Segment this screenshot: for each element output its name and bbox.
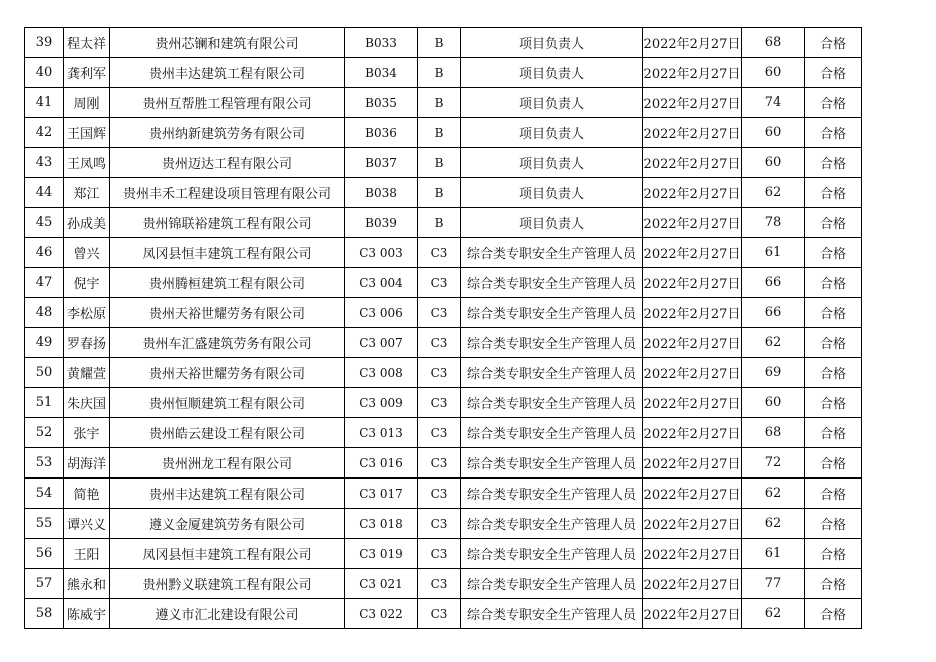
company-cell: 遵义金厦建筑劳务有限公司 bbox=[110, 509, 345, 539]
exam-date-cell: 2022年2月27日 bbox=[643, 178, 742, 208]
table-row bbox=[25, 358, 862, 388]
result-cell: 合格 bbox=[805, 88, 862, 118]
result-cell: 合格 bbox=[805, 328, 862, 358]
score-cell: 78 bbox=[742, 208, 805, 238]
exam-code-cell: C3 018 bbox=[345, 509, 418, 539]
score-cell: 72 bbox=[742, 448, 805, 479]
result-cell: 合格 bbox=[805, 448, 862, 479]
position-cell: 综合类专职安全生产管理人员 bbox=[461, 599, 643, 629]
name-cell: 倪宇 bbox=[64, 268, 110, 298]
position-cell: 综合类专职安全生产管理人员 bbox=[461, 238, 643, 268]
exam-code-cell: C3 009 bbox=[345, 388, 418, 418]
exam-code-cell: B033 bbox=[345, 28, 418, 58]
company-cell: 贵州洲龙工程有限公司 bbox=[110, 448, 345, 479]
result-cell: 合格 bbox=[805, 208, 862, 238]
name-cell: 简艳 bbox=[64, 478, 110, 509]
score-cell: 69 bbox=[742, 358, 805, 388]
company-cell: 贵州皓云建设工程有限公司 bbox=[110, 418, 345, 448]
exam-code-cell: C3 021 bbox=[345, 569, 418, 599]
name-cell: 王阳 bbox=[64, 539, 110, 569]
company-cell: 凤冈县恒丰建筑工程有限公司 bbox=[110, 539, 345, 569]
score-cell: 62 bbox=[742, 509, 805, 539]
table-row bbox=[25, 569, 862, 599]
position-cell: 综合类专职安全生产管理人员 bbox=[461, 388, 643, 418]
name-cell: 周刚 bbox=[64, 88, 110, 118]
position-cell: 综合类专职安全生产管理人员 bbox=[461, 539, 643, 569]
company-cell: 贵州丰达建筑工程有限公司 bbox=[110, 478, 345, 509]
exam-date-cell: 2022年2月27日 bbox=[643, 448, 742, 479]
table-row bbox=[25, 238, 862, 268]
company-cell: 凤冈县恒丰建筑工程有限公司 bbox=[110, 238, 345, 268]
position-cell: 项目负责人 bbox=[461, 148, 643, 178]
exam-code-cell: C3 013 bbox=[345, 418, 418, 448]
category-cell: C3 bbox=[418, 298, 461, 328]
exam-code-cell: C3 004 bbox=[345, 268, 418, 298]
exam-date-cell: 2022年2月27日 bbox=[643, 148, 742, 178]
result-cell: 合格 bbox=[805, 478, 862, 509]
company-cell: 贵州天裕世耀劳务有限公司 bbox=[110, 298, 345, 328]
result-cell: 合格 bbox=[805, 118, 862, 148]
name-cell: 罗春扬 bbox=[64, 328, 110, 358]
row-number-cell: 45 bbox=[25, 208, 64, 238]
category-cell: C3 bbox=[418, 478, 461, 509]
row-number-cell: 52 bbox=[25, 418, 64, 448]
exam-code-cell: B035 bbox=[345, 88, 418, 118]
table-row bbox=[25, 539, 862, 569]
result-cell: 合格 bbox=[805, 268, 862, 298]
name-cell: 谭兴义 bbox=[64, 509, 110, 539]
result-cell: 合格 bbox=[805, 569, 862, 599]
row-number-cell: 46 bbox=[25, 238, 64, 268]
exam-code-cell: B037 bbox=[345, 148, 418, 178]
row-number-cell: 56 bbox=[25, 539, 64, 569]
row-number-cell: 58 bbox=[25, 599, 64, 629]
score-cell: 66 bbox=[742, 298, 805, 328]
company-cell: 贵州腾桓建筑工程有限公司 bbox=[110, 268, 345, 298]
exam-code-cell: C3 017 bbox=[345, 478, 418, 509]
category-cell: C3 bbox=[418, 448, 461, 479]
table-row bbox=[25, 88, 862, 118]
table-row bbox=[25, 148, 862, 178]
exam-date-cell: 2022年2月27日 bbox=[643, 118, 742, 148]
result-cell: 合格 bbox=[805, 178, 862, 208]
category-cell: B bbox=[418, 58, 461, 88]
row-number-cell: 42 bbox=[25, 118, 64, 148]
position-cell: 综合类专职安全生产管理人员 bbox=[461, 328, 643, 358]
exam-date-cell: 2022年2月27日 bbox=[643, 478, 742, 509]
category-cell: B bbox=[418, 148, 461, 178]
company-cell: 贵州天裕世耀劳务有限公司 bbox=[110, 358, 345, 388]
position-cell: 项目负责人 bbox=[461, 58, 643, 88]
result-cell: 合格 bbox=[805, 298, 862, 328]
score-cell: 61 bbox=[742, 539, 805, 569]
result-cell: 合格 bbox=[805, 388, 862, 418]
company-cell: 贵州芯镧和建筑有限公司 bbox=[110, 28, 345, 58]
result-cell: 合格 bbox=[805, 358, 862, 388]
row-number-cell: 43 bbox=[25, 148, 64, 178]
position-cell: 项目负责人 bbox=[461, 28, 643, 58]
exam-date-cell: 2022年2月27日 bbox=[643, 539, 742, 569]
row-number-cell: 39 bbox=[25, 28, 64, 58]
position-cell: 综合类专职安全生产管理人员 bbox=[461, 298, 643, 328]
score-cell: 62 bbox=[742, 599, 805, 629]
position-cell: 综合类专职安全生产管理人员 bbox=[461, 448, 643, 479]
category-cell: B bbox=[418, 118, 461, 148]
exam-code-cell: C3 016 bbox=[345, 448, 418, 479]
table-row bbox=[25, 418, 862, 448]
position-cell: 项目负责人 bbox=[461, 208, 643, 238]
name-cell: 曾兴 bbox=[64, 238, 110, 268]
name-cell: 郑江 bbox=[64, 178, 110, 208]
exam-date-cell: 2022年2月27日 bbox=[643, 418, 742, 448]
name-cell: 王凤鸣 bbox=[64, 148, 110, 178]
table-row bbox=[25, 298, 862, 328]
score-cell: 61 bbox=[742, 238, 805, 268]
position-cell: 项目负责人 bbox=[461, 88, 643, 118]
position-cell: 项目负责人 bbox=[461, 178, 643, 208]
table-row bbox=[25, 58, 862, 88]
result-cell: 合格 bbox=[805, 148, 862, 178]
exam-date-cell: 2022年2月27日 bbox=[643, 328, 742, 358]
table-row bbox=[25, 448, 862, 479]
company-cell: 遵义市汇北建设有限公司 bbox=[110, 599, 345, 629]
exam-date-cell: 2022年2月27日 bbox=[643, 88, 742, 118]
exam-code-cell: B038 bbox=[345, 178, 418, 208]
score-cell: 74 bbox=[742, 88, 805, 118]
result-cell: 合格 bbox=[805, 418, 862, 448]
company-cell: 贵州纳新建筑劳务有限公司 bbox=[110, 118, 345, 148]
category-cell: C3 bbox=[418, 328, 461, 358]
position-cell: 综合类专职安全生产管理人员 bbox=[461, 478, 643, 509]
score-cell: 68 bbox=[742, 28, 805, 58]
category-cell: C3 bbox=[418, 509, 461, 539]
table-row bbox=[25, 388, 862, 418]
result-cell: 合格 bbox=[805, 539, 862, 569]
exam-date-cell: 2022年2月27日 bbox=[643, 268, 742, 298]
exam-date-cell: 2022年2月27日 bbox=[643, 358, 742, 388]
score-cell: 60 bbox=[742, 148, 805, 178]
row-number-cell: 57 bbox=[25, 569, 64, 599]
score-cell: 60 bbox=[742, 388, 805, 418]
result-cell: 合格 bbox=[805, 58, 862, 88]
result-cell: 合格 bbox=[805, 238, 862, 268]
exam-code-cell: B036 bbox=[345, 118, 418, 148]
row-number-cell: 54 bbox=[25, 478, 64, 509]
position-cell: 综合类专职安全生产管理人员 bbox=[461, 569, 643, 599]
company-cell: 贵州恒顺建筑工程有限公司 bbox=[110, 388, 345, 418]
table-row bbox=[25, 268, 862, 298]
category-cell: C3 bbox=[418, 388, 461, 418]
score-cell: 60 bbox=[742, 58, 805, 88]
company-cell: 贵州车汇盛建筑劳务有限公司 bbox=[110, 328, 345, 358]
table-row bbox=[25, 178, 862, 208]
row-number-cell: 51 bbox=[25, 388, 64, 418]
name-cell: 熊永和 bbox=[64, 569, 110, 599]
exam-code-cell: C3 019 bbox=[345, 539, 418, 569]
name-cell: 张宇 bbox=[64, 418, 110, 448]
exam-date-cell: 2022年2月27日 bbox=[643, 569, 742, 599]
table-row bbox=[25, 28, 862, 58]
exam-code-cell: C3 008 bbox=[345, 358, 418, 388]
category-cell: B bbox=[418, 28, 461, 58]
table-row bbox=[25, 118, 862, 148]
category-cell: B bbox=[418, 88, 461, 118]
company-cell: 贵州迈达工程有限公司 bbox=[110, 148, 345, 178]
exam-code-cell: C3 022 bbox=[345, 599, 418, 629]
category-cell: C3 bbox=[418, 599, 461, 629]
table-row bbox=[25, 599, 862, 629]
exam-date-cell: 2022年2月27日 bbox=[643, 388, 742, 418]
company-cell: 贵州丰达建筑工程有限公司 bbox=[110, 58, 345, 88]
category-cell: C3 bbox=[418, 358, 461, 388]
score-cell: 62 bbox=[742, 178, 805, 208]
exam-code-cell: B039 bbox=[345, 208, 418, 238]
exam-date-cell: 2022年2月27日 bbox=[643, 208, 742, 238]
result-cell: 合格 bbox=[805, 599, 862, 629]
exam-code-cell: B034 bbox=[345, 58, 418, 88]
table-row bbox=[25, 328, 862, 358]
category-cell: C3 bbox=[418, 268, 461, 298]
name-cell: 胡海洋 bbox=[64, 448, 110, 479]
exam-date-cell: 2022年2月27日 bbox=[643, 58, 742, 88]
exam-date-cell: 2022年2月27日 bbox=[643, 509, 742, 539]
score-cell: 68 bbox=[742, 418, 805, 448]
row-number-cell: 50 bbox=[25, 358, 64, 388]
position-cell: 综合类专职安全生产管理人员 bbox=[461, 418, 643, 448]
result-cell: 合格 bbox=[805, 509, 862, 539]
name-cell: 李松原 bbox=[64, 298, 110, 328]
category-cell: C3 bbox=[418, 569, 461, 599]
row-number-cell: 44 bbox=[25, 178, 64, 208]
company-cell: 贵州锦联裕建筑工程有限公司 bbox=[110, 208, 345, 238]
exam-date-cell: 2022年2月27日 bbox=[643, 599, 742, 629]
position-cell: 综合类专职安全生产管理人员 bbox=[461, 358, 643, 388]
name-cell: 王国辉 bbox=[64, 118, 110, 148]
exam-code-cell: C3 003 bbox=[345, 238, 418, 268]
score-cell: 62 bbox=[742, 328, 805, 358]
category-cell: C3 bbox=[418, 418, 461, 448]
row-number-cell: 53 bbox=[25, 448, 64, 479]
score-cell: 77 bbox=[742, 569, 805, 599]
exam-code-cell: C3 006 bbox=[345, 298, 418, 328]
row-number-cell: 55 bbox=[25, 509, 64, 539]
table-row bbox=[25, 478, 862, 509]
table-body bbox=[25, 28, 862, 629]
company-cell: 贵州丰禾工程建设项目管理有限公司 bbox=[110, 178, 345, 208]
table-row bbox=[25, 509, 862, 539]
score-cell: 66 bbox=[742, 268, 805, 298]
name-cell: 龚利军 bbox=[64, 58, 110, 88]
category-cell: B bbox=[418, 208, 461, 238]
row-number-cell: 41 bbox=[25, 88, 64, 118]
category-cell: C3 bbox=[418, 539, 461, 569]
exam-date-cell: 2022年2月27日 bbox=[643, 28, 742, 58]
row-number-cell: 48 bbox=[25, 298, 64, 328]
exam-results-table bbox=[24, 27, 862, 629]
name-cell: 孙成美 bbox=[64, 208, 110, 238]
result-cell: 合格 bbox=[805, 28, 862, 58]
position-cell: 项目负责人 bbox=[461, 118, 643, 148]
category-cell: B bbox=[418, 178, 461, 208]
row-number-cell: 40 bbox=[25, 58, 64, 88]
table-row bbox=[25, 208, 862, 238]
exam-date-cell: 2022年2月27日 bbox=[643, 238, 742, 268]
row-number-cell: 47 bbox=[25, 268, 64, 298]
position-cell: 综合类专职安全生产管理人员 bbox=[461, 509, 643, 539]
company-cell: 贵州互帮胜工程管理有限公司 bbox=[110, 88, 345, 118]
position-cell: 综合类专职安全生产管理人员 bbox=[461, 268, 643, 298]
score-cell: 60 bbox=[742, 118, 805, 148]
company-cell: 贵州黔义联建筑工程有限公司 bbox=[110, 569, 345, 599]
score-cell: 62 bbox=[742, 478, 805, 509]
name-cell: 朱庆国 bbox=[64, 388, 110, 418]
name-cell: 陈威宇 bbox=[64, 599, 110, 629]
category-cell: C3 bbox=[418, 238, 461, 268]
exam-date-cell: 2022年2月27日 bbox=[643, 298, 742, 328]
exam-code-cell: C3 007 bbox=[345, 328, 418, 358]
name-cell: 黄耀萱 bbox=[64, 358, 110, 388]
row-number-cell: 49 bbox=[25, 328, 64, 358]
name-cell: 程太祥 bbox=[64, 28, 110, 58]
